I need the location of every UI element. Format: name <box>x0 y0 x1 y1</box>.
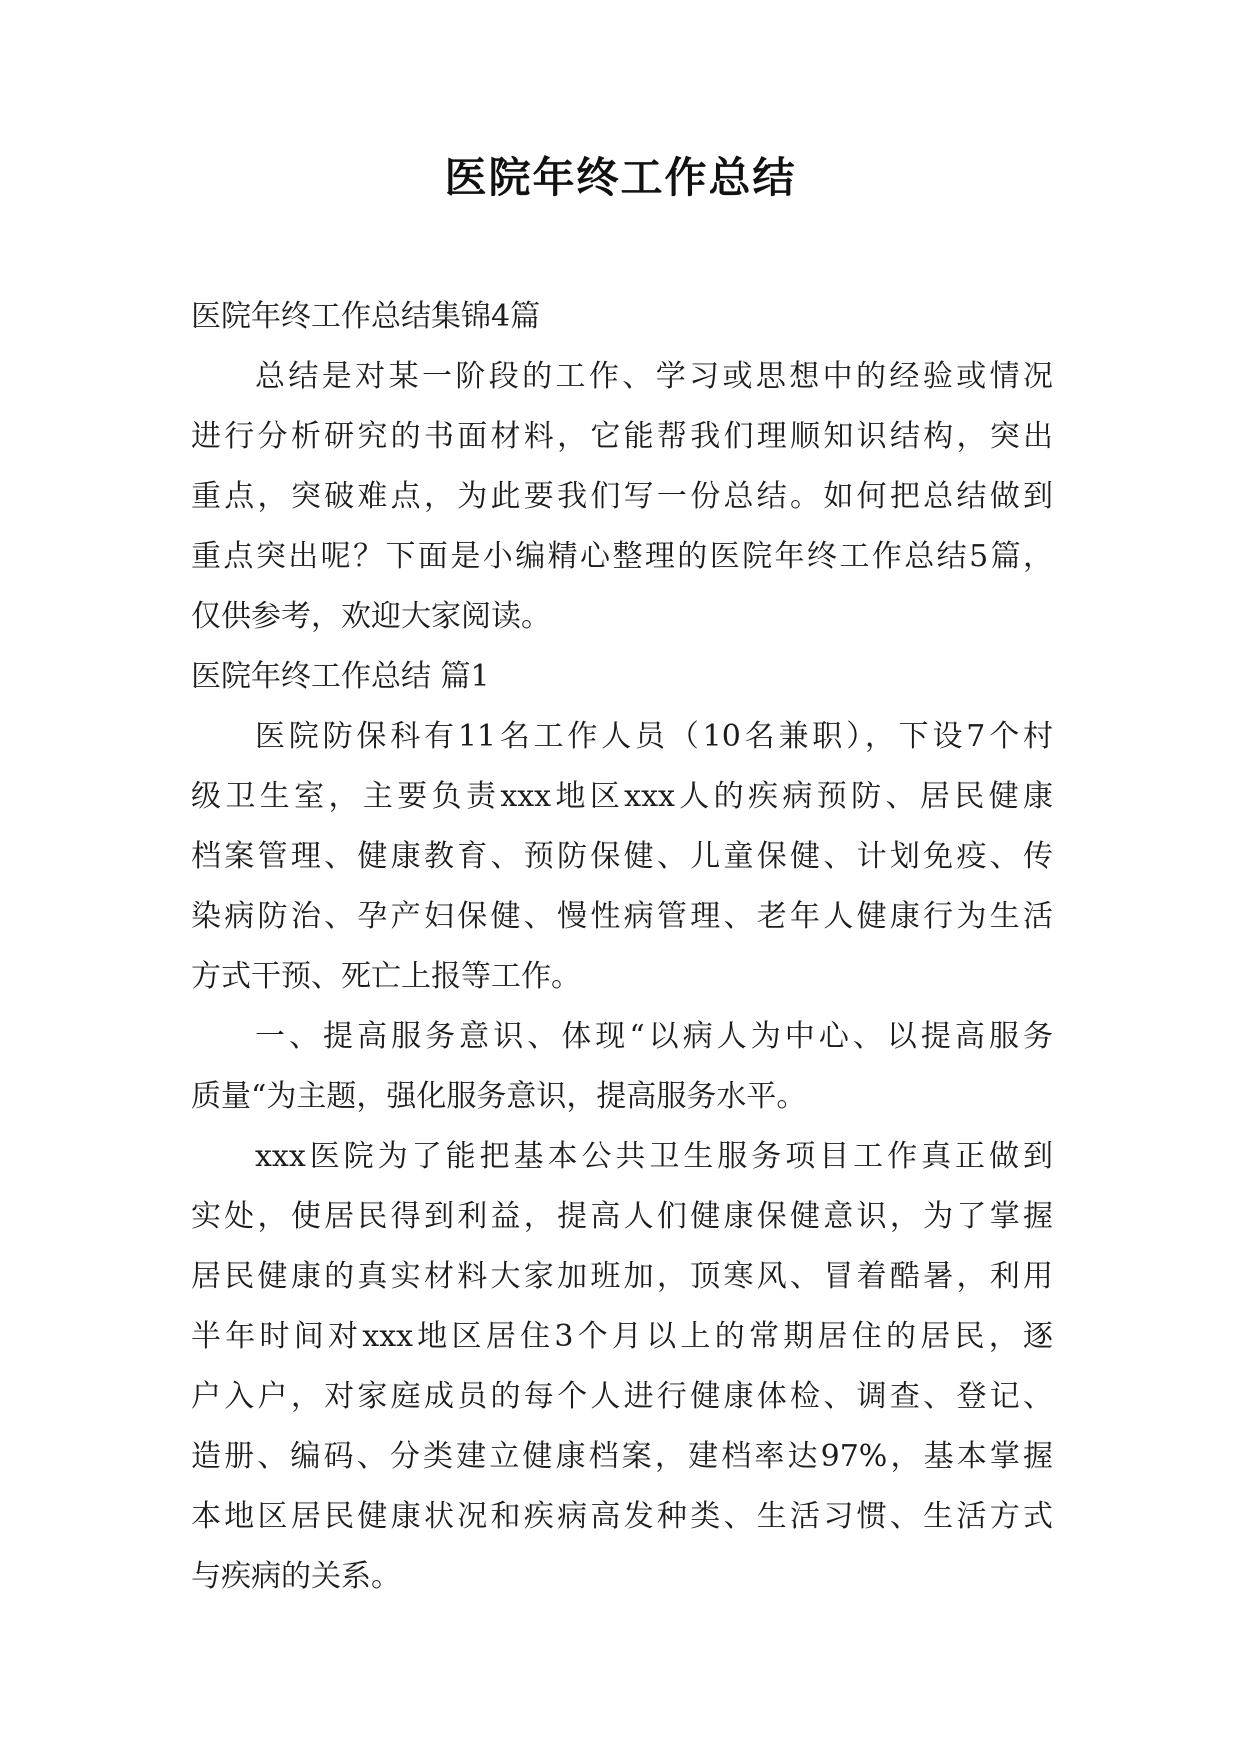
paragraph-line: 染病防治、孕产妇保健、慢性病管理、老年人健康行为生活 <box>191 899 1053 934</box>
paragraph-line: 实处，使居民得到利益，提高人们健康保健意识，为了掌握 <box>191 1199 1053 1234</box>
document-title: 医院年终工作总结 <box>444 153 797 202</box>
paragraph-line: xxx医院为了能把基本公共卫生服务项目工作真正做到 <box>255 1139 1053 1174</box>
intro-paragraph-line: 重点，突破难点，为此要我们写一份总结。如何把总结做到 <box>191 479 1053 514</box>
intro-paragraph-line: 仅供参考，欢迎大家阅读。 <box>191 599 551 634</box>
paragraph-line: 户入户，对家庭成员的每个人进行健康体检、调查、登记、 <box>191 1379 1053 1414</box>
subsection-heading-line: 质量“为主题，强化服务意识，提高服务水平。 <box>191 1079 807 1114</box>
intro-paragraph-line: 进行分析研究的书面材料，它能帮我们理顺知识结构，突出 <box>191 419 1053 454</box>
paragraph-line: 方式干预、死亡上报等工作。 <box>191 959 581 994</box>
collection-heading: 医院年终工作总结集锦4篇 <box>191 299 541 334</box>
paragraph-line: 本地区居民健康状况和疾病高发种类、生活习惯、生活方式 <box>191 1499 1053 1534</box>
document-body <box>191 287 1053 1607</box>
paragraph-line: 级卫生室，主要负责xxx地区xxx人的疾病预防、居民健康 <box>191 779 1053 814</box>
intro-paragraph-line: 总结是对某一阶段的工作、学习或思想中的经验或情况 <box>255 359 1053 394</box>
paragraph-line: 居民健康的真实材料大家加班加，顶寒风、冒着酷暑，利用 <box>191 1259 1053 1294</box>
paragraph-line: 半年时间对xxx地区居住3个月以上的常期居住的居民，逐 <box>191 1319 1053 1354</box>
paragraph-line: 医院防保科有11名工作人员（10名兼职），下设7个村 <box>255 719 1053 754</box>
paragraph-line: 造册、编码、分类建立健康档案，建档率达97%，基本掌握 <box>191 1439 1053 1474</box>
subsection-heading-line: 一、提高服务意识、体现“以病人为中心、以提高服务 <box>255 1019 1053 1054</box>
intro-paragraph-line: 重点突出呢？下面是小编精心整理的医院年终工作总结5篇， <box>191 539 1053 574</box>
paragraph-line: 档案管理、健康教育、预防保健、儿童保健、计划免疫、传 <box>191 839 1053 874</box>
section-heading: 医院年终工作总结 篇1 <box>191 659 490 694</box>
paragraph-line: 与疾病的关系。 <box>191 1559 401 1594</box>
